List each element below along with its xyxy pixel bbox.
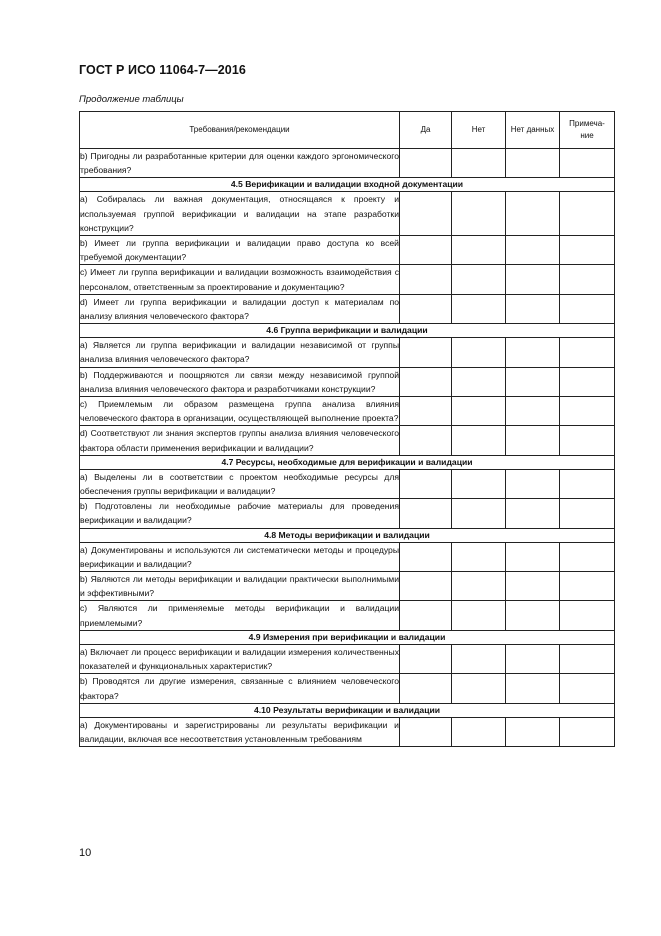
no-cell[interactable] — [452, 192, 506, 236]
yes-cell[interactable] — [400, 499, 452, 528]
yes-cell[interactable] — [400, 192, 452, 236]
requirement-question: a) Является ли группа верификации и валидации независимой от группы анализа влияния человеческого фактора? — [80, 340, 399, 365]
note-cell[interactable] — [560, 572, 615, 601]
table-header-row — [80, 112, 615, 149]
section-row — [80, 178, 615, 192]
no-cell[interactable] — [452, 236, 506, 265]
no-data-cell[interactable] — [506, 265, 560, 294]
requirement-text — [80, 674, 400, 703]
note-cell[interactable] — [560, 674, 615, 703]
requirement-question: a) Включает ли процесс верификации и валидации измерения количественных показателей и функциональных характеристик? — [80, 646, 399, 672]
requirement-text — [80, 294, 400, 323]
section-heading: 4.10 Результаты верификации и валидации — [80, 703, 615, 717]
yes-cell[interactable] — [400, 265, 452, 294]
requirement-question: а) Документированы и зарегистрированы ли результаты верификации и валидации, включая все несоответствия установленным требованиям — [80, 719, 399, 744]
requirement-text — [80, 601, 400, 630]
yes-cell[interactable] — [400, 236, 452, 265]
yes-cell[interactable] — [400, 674, 452, 703]
note-cell[interactable] — [560, 236, 615, 265]
note-cell[interactable] — [560, 469, 615, 498]
no-cell[interactable] — [452, 265, 506, 294]
requirement-question: b) Являются ли методы верификации и валидации практически выполнимыми и эффективными? — [80, 574, 399, 599]
no-data-cell[interactable] — [506, 338, 560, 367]
question-row — [80, 644, 615, 673]
column-header-note: Примеча-ние — [560, 112, 615, 149]
no-data-cell[interactable] — [506, 717, 560, 746]
yes-cell[interactable] — [400, 338, 452, 367]
note-cell[interactable] — [560, 717, 615, 746]
question-row — [80, 499, 615, 528]
section-row — [80, 324, 615, 338]
no-data-cell[interactable] — [506, 426, 560, 455]
note-cell[interactable] — [560, 426, 615, 455]
requirement-question: d) Имеет ли группа верификации и валидации доступ к материалам по анализу влияния человеческого фактора? — [80, 296, 399, 322]
requirement-question: b) Пригодны ли разработанные критерии для оценки каждого эргономического требования? — [80, 151, 399, 176]
no-cell[interactable] — [452, 601, 506, 630]
column-header-yes: Да — [400, 112, 452, 149]
requirement-text — [80, 542, 400, 571]
no-data-cell[interactable] — [506, 294, 560, 323]
no-data-cell[interactable] — [506, 236, 560, 265]
note-cell[interactable] — [560, 338, 615, 367]
question-row — [80, 294, 615, 323]
no-data-cell[interactable] — [506, 367, 560, 396]
requirement-text — [80, 499, 400, 528]
question-row — [80, 367, 615, 396]
section-row — [80, 528, 615, 542]
note-cell[interactable] — [560, 644, 615, 673]
no-cell[interactable] — [452, 397, 506, 426]
section-row — [80, 630, 615, 644]
requirement-text — [80, 426, 400, 455]
yes-cell[interactable] — [400, 644, 452, 673]
column-header-no: Нет — [452, 112, 506, 149]
no-data-cell[interactable] — [506, 542, 560, 571]
no-data-cell[interactable] — [506, 644, 560, 673]
no-cell[interactable] — [452, 499, 506, 528]
requirement-question: c) Являются ли применяемые методы верификации и валидации приемлемыми? — [80, 603, 399, 628]
question-row — [80, 236, 615, 265]
section-row — [80, 455, 615, 469]
no-data-cell[interactable] — [506, 674, 560, 703]
section-heading: 4.8 Методы верификации и валидации — [80, 528, 615, 542]
yes-cell[interactable] — [400, 149, 452, 178]
question-row — [80, 572, 615, 601]
requirement-text — [80, 469, 400, 498]
table-body — [80, 149, 615, 747]
requirement-text — [80, 644, 400, 673]
no-data-cell[interactable] — [506, 499, 560, 528]
yes-cell[interactable] — [400, 601, 452, 630]
section-heading: 4.5 Верификации и валидации входной документации — [80, 178, 615, 192]
column-header-no-data: Нет данных — [506, 112, 560, 149]
no-cell[interactable] — [452, 367, 506, 396]
requirement-question: b) Имеет ли группа верификации и валидации право доступа ко всей требуемой документации? — [80, 238, 399, 263]
question-row — [80, 426, 615, 455]
no-cell[interactable] — [452, 717, 506, 746]
yes-cell[interactable] — [400, 294, 452, 323]
question-row — [80, 338, 615, 367]
requirements-table — [79, 111, 615, 747]
requirement-text — [80, 338, 400, 367]
note-cell[interactable] — [560, 397, 615, 426]
requirement-question: b) Поддерживаются и поощряются ли связи между независимой группой анализа влияния человеческого фактора и разработчиками конструкции? — [80, 369, 399, 394]
no-cell[interactable] — [452, 338, 506, 367]
yes-cell[interactable] — [400, 469, 452, 498]
yes-cell[interactable] — [400, 397, 452, 426]
no-data-cell[interactable] — [506, 192, 560, 236]
document-code: ГОСТ Р ИСО 11064-7—2016 — [79, 63, 246, 77]
no-cell[interactable] — [452, 674, 506, 703]
note-cell[interactable] — [560, 542, 615, 571]
question-row — [80, 469, 615, 498]
requirement-question: a) Собиралась ли важная документация, относящаяся к проекту и используемая группой верификации и валидации на этапе разработки конструкции? — [80, 194, 399, 233]
question-row — [80, 265, 615, 294]
question-row — [80, 717, 615, 746]
column-header-requirements: Требования/рекомендации — [80, 112, 400, 149]
requirement-text — [80, 367, 400, 396]
question-row — [80, 397, 615, 426]
requirement-text — [80, 397, 400, 426]
note-cell[interactable] — [560, 601, 615, 630]
requirement-text — [80, 192, 400, 236]
page-number: 10 — [79, 847, 92, 859]
question-row — [80, 149, 615, 178]
requirement-question: c) Приемлемым ли образом размещена группа анализа влияния человеческого фактора в организации, осуществляющей выполнение проекта? — [80, 399, 399, 424]
question-row — [80, 674, 615, 703]
requirement-text — [80, 265, 400, 294]
section-heading: 4.9 Измерения при верификации и валидации — [80, 630, 615, 644]
yes-cell[interactable] — [400, 572, 452, 601]
requirement-text — [80, 149, 400, 178]
note-cell[interactable] — [560, 265, 615, 294]
no-data-cell[interactable] — [506, 397, 560, 426]
no-cell[interactable] — [452, 572, 506, 601]
requirement-question: d) Соответствуют ли знания экспертов группы анализа влияния человеческого фактора области применения верификации и валидации? — [80, 428, 399, 453]
requirement-question: a) Документированы и используются ли систематически методы и процедуры верификации и валидации? — [80, 544, 399, 569]
table-continuation-label: Продолжение таблицы — [79, 94, 184, 105]
section-row — [80, 703, 615, 717]
requirement-text — [80, 572, 400, 601]
note-cell[interactable] — [560, 294, 615, 323]
requirement-text — [80, 236, 400, 265]
no-data-cell[interactable] — [506, 469, 560, 498]
requirement-question: a) Выделены ли в соответствии с проектом необходимые ресурсы для обеспечения группы верификации и валидации? — [80, 471, 399, 497]
question-row — [80, 192, 615, 236]
requirement-text — [80, 717, 400, 746]
no-cell[interactable] — [452, 542, 506, 571]
yes-cell[interactable] — [400, 717, 452, 746]
no-cell[interactable] — [452, 426, 506, 455]
requirement-question: b) Проводятся ли другие измерения, связанные с влиянием человеческого фактора? — [80, 676, 399, 701]
no-data-cell[interactable] — [506, 149, 560, 178]
no-cell[interactable] — [452, 469, 506, 498]
yes-cell[interactable] — [400, 367, 452, 396]
note-cell[interactable] — [560, 367, 615, 396]
note-cell[interactable] — [560, 149, 615, 178]
question-row — [80, 601, 615, 630]
requirement-question: c) Имеет ли группа верификации и валидации возможность взаимодействия с персоналом, ответственным за проектирование и документацию? — [80, 267, 399, 292]
no-cell[interactable] — [452, 294, 506, 323]
note-cell[interactable] — [560, 192, 615, 236]
no-data-cell[interactable] — [506, 572, 560, 601]
no-cell[interactable] — [452, 149, 506, 178]
yes-cell[interactable] — [400, 426, 452, 455]
question-row — [80, 542, 615, 571]
no-data-cell[interactable] — [506, 601, 560, 630]
no-cell[interactable] — [452, 644, 506, 673]
yes-cell[interactable] — [400, 542, 452, 571]
requirement-question: b) Подготовлены ли необходимые рабочие материалы для проведения верификации и валидации? — [80, 501, 399, 526]
note-cell[interactable] — [560, 499, 615, 528]
section-heading: 4.6 Группа верификации и валидации — [80, 324, 615, 338]
section-heading: 4.7 Ресурсы, необходимые для верификации и валидации — [80, 455, 615, 469]
